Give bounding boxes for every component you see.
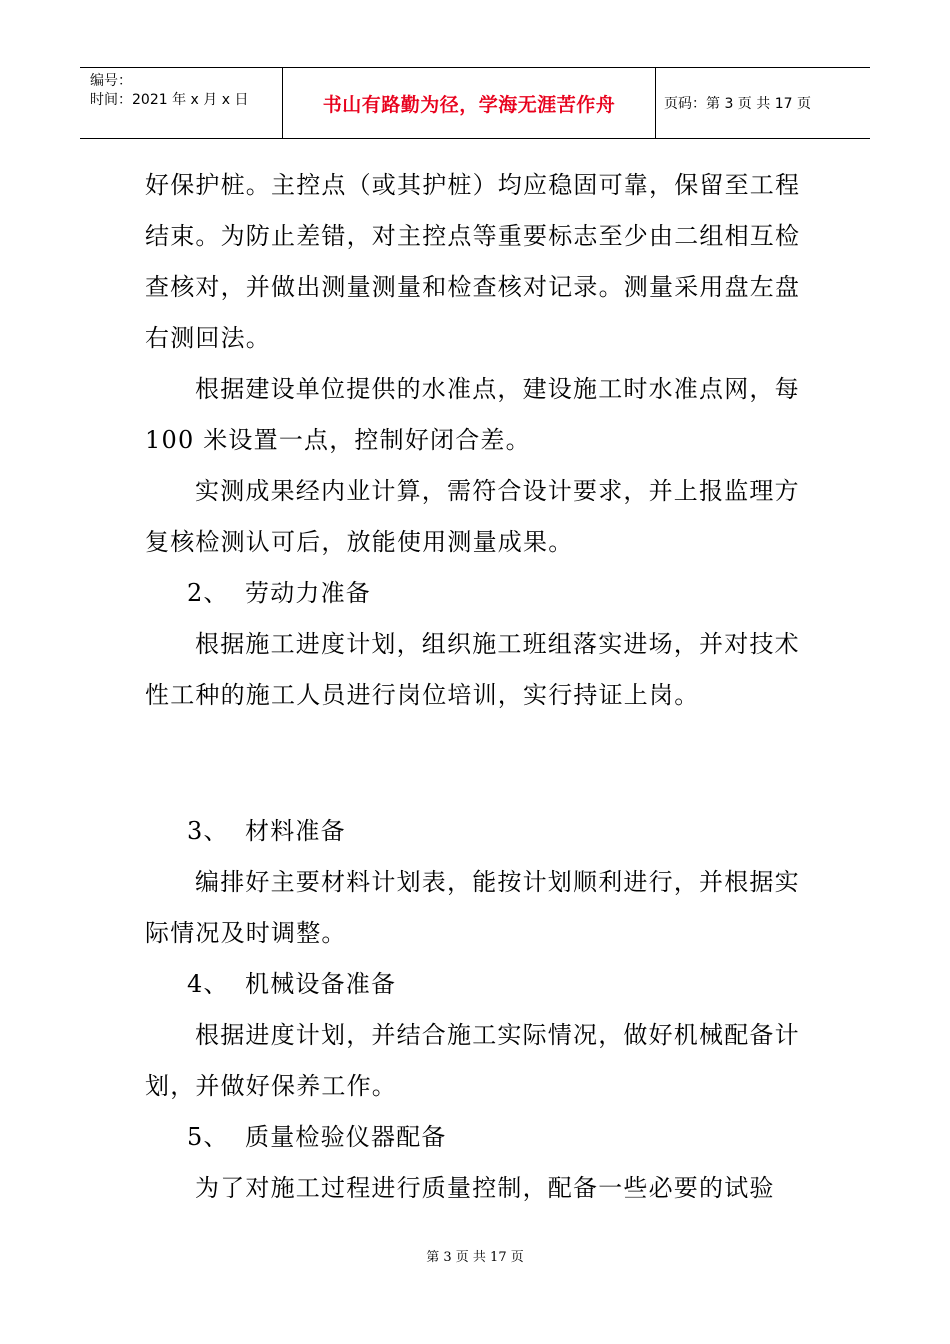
header-meta bbox=[80, 68, 282, 138]
section-heading-materials bbox=[145, 806, 810, 857]
page-header bbox=[80, 67, 870, 139]
section-number: 4、 bbox=[187, 970, 229, 998]
document-number-label: 编号： bbox=[90, 73, 132, 89]
paragraph: 好保护桩。主控点（或其护桩）均应稳固可靠，保留至工程结束。为防止差错，对主控点等重要标志至少由二组相互检查核对，并做出测量测量和检查核对记录。测量采用盘左盘右测回法。 bbox=[145, 171, 801, 352]
paragraph: 为了对施工过程进行质量控制，配备一些必要的试验 bbox=[195, 1174, 775, 1202]
paragraph: 根据建设单位提供的水准点，建设施工时水准点网，每 100 米设置一点，控制好闭合差。 bbox=[145, 375, 800, 454]
document-body bbox=[145, 160, 810, 1214]
paragraph: 编排好主要材料计划表，能按计划顺利进行，并根据实际情况及时调整。 bbox=[145, 868, 800, 947]
paragraph: 根据施工进度计划，组织施工班组落实进场，并对技术性工种的施工人员进行岗位培训，实行持证上岗。 bbox=[145, 630, 800, 709]
section-heading-instruments bbox=[145, 1112, 810, 1163]
section-title: 材料准备 bbox=[245, 817, 346, 845]
section-title: 劳动力准备 bbox=[245, 579, 371, 607]
section-title: 质量检验仪器配备 bbox=[245, 1123, 447, 1151]
header-page-indicator: 页码：第 3 页 共 17 页 bbox=[664, 96, 811, 112]
paragraph: 实测成果经内业计算，需符合设计要求，并上报监理方复核检测认可后，放能使用测量成果。 bbox=[145, 477, 800, 556]
section-heading-machinery bbox=[145, 959, 810, 1010]
section-heading-labor bbox=[145, 568, 810, 619]
header-motto: 书山有路勤为径，学海无涯苦作舟 bbox=[282, 68, 656, 138]
document-date-label: 时间：2021 年 x 月 x 日 bbox=[90, 92, 249, 108]
section-number: 5、 bbox=[187, 1123, 229, 1151]
paragraph: 根据进度计划，并结合施工实际情况，做好机械配备计划，并做好保养工作。 bbox=[145, 1021, 800, 1100]
page-footer: 第 3 页 共 17 页 bbox=[426, 1250, 524, 1265]
section-number: 3、 bbox=[187, 817, 229, 845]
section-title: 机械设备准备 bbox=[245, 970, 397, 998]
blank-gap bbox=[145, 721, 810, 806]
section-number: 2、 bbox=[187, 579, 229, 607]
